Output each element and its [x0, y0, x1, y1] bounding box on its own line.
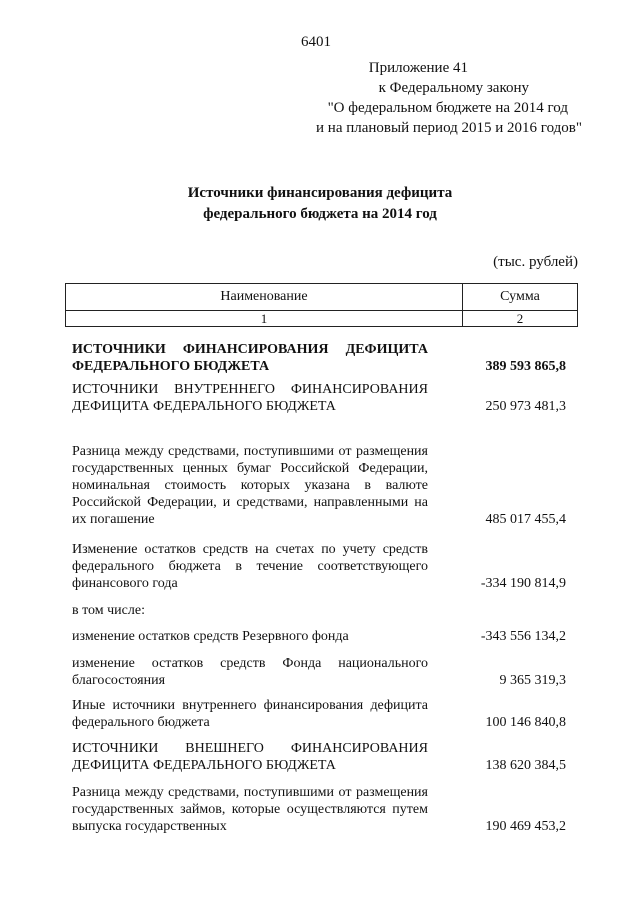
table-row	[72, 740, 574, 774]
row-name: изменение остатков средств Резервного фонда	[72, 629, 349, 644]
row-name: изменение остатков средств Фонда национального благосостояния	[72, 656, 428, 688]
row-name: Изменение остатков средств на счетах по учету средств федерального бюджета в течение соответствующего финансового года	[72, 542, 428, 591]
row-value: 190 469 453,2	[485, 819, 566, 834]
table-row	[72, 443, 574, 528]
title-line-2: федерального бюджета на 2014 год	[203, 206, 437, 222]
table-row	[72, 381, 574, 415]
table-row	[72, 541, 574, 592]
row-value: 485 017 455,4	[485, 512, 566, 527]
row-value: -334 190 814,9	[480, 576, 566, 591]
appendix-line-4: и на плановый период 2015 и 2016 годов"	[316, 120, 582, 136]
row-name: ИСТОЧНИКИ ВНУТРЕННЕГО ФИНАНСИРОВАНИЯ ДЕФИЦИТА ФЕДЕРАЛЬНОГО БЮДЖЕТА	[72, 382, 428, 414]
row-name: в том числе:	[72, 603, 145, 618]
row-value: 389 593 865,8	[485, 359, 566, 374]
title-line-1: Источники финансирования дефицита	[187, 185, 453, 201]
table-row	[72, 341, 574, 375]
column-number-1: 1	[66, 311, 463, 327]
page-number: 6401	[301, 34, 331, 50]
document-title	[0, 183, 640, 225]
header-sum: Сумма	[463, 284, 578, 311]
row-name: Иные источники внутреннего финансирования дефицита федерального бюджета	[72, 698, 428, 730]
row-name: ИСТОЧНИКИ ФИНАНСИРОВАНИЯ ДЕФИЦИТА ФЕДЕРАЛЬНОГО БЮДЖЕТА	[72, 342, 428, 374]
units-label: (тыс. рублей)	[493, 254, 578, 270]
table-header	[65, 283, 578, 327]
row-name: Разница между средствами, поступившими от размещения государственных ценных бумаг Российской Федерации, номинальная стоимость которых указана в валюте Российской Федерации, и средствами, направленными на их погашение	[72, 444, 428, 527]
appendix-line-2: к Федеральному закону	[378, 80, 529, 96]
row-name: ИСТОЧНИКИ ВНЕШНЕГО ФИНАНСИРОВАНИЯ ДЕФИЦИТА ФЕДЕРАЛЬНОГО БЮДЖЕТА	[72, 741, 428, 773]
row-value: 100 146 840,8	[485, 715, 566, 730]
table-row	[72, 628, 574, 645]
row-value: -343 556 134,2	[480, 629, 566, 644]
row-value: 138 620 384,5	[485, 758, 566, 773]
row-value: 9 365 319,3	[499, 673, 566, 688]
header-name: Наименование	[66, 284, 463, 311]
table-row	[72, 602, 574, 619]
table-row	[72, 784, 574, 835]
table-row	[72, 655, 574, 689]
row-value: 250 973 481,3	[485, 399, 566, 414]
column-number-2: 2	[463, 311, 578, 327]
appendix-reference	[316, 58, 582, 138]
appendix-line-1: Приложение 41	[368, 60, 468, 76]
table-row	[72, 697, 574, 731]
row-name: Разница между средствами, поступившими от размещения государственных займов, которые осуществляются путем выпуска государственных	[72, 785, 428, 834]
appendix-line-3: "О федеральном бюджете на 2014 год	[327, 100, 568, 116]
